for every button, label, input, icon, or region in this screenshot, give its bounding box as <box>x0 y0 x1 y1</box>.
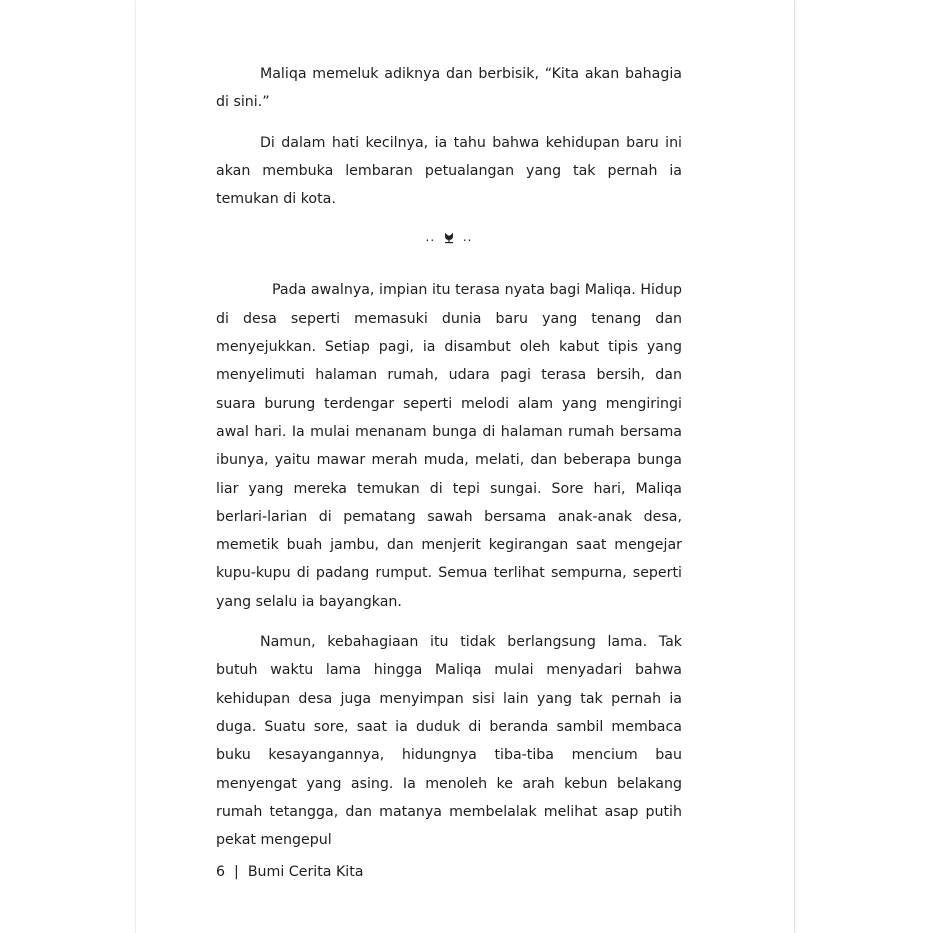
paragraph: Namun, kebahagiaan itu tidak berlangsung lama. Tak butuh waktu lama hingga Maliqa mulai menyadari bahwa kehidupan desa juga menyimpan sisi lain yang tak pernah ia duga. Suatu sore, saat ia duduk di beranda sambil membaca buku kesayangannya, hidungnya tiba-tiba mencium bau menyengat yang asing. Ia menoleh ke arah kebun belakang rumah tetangga, dan matanya membelalak melihat asap putih pekat mengepul <box>216 634 682 849</box>
divider-dots-left: .. <box>425 229 436 244</box>
paragraph: Pada awalnya, impian itu terasa nyata bagi Maliqa. Hidup di desa seperti memasuki dunia baru yang tenang dan menyejukkan. Setiap pagi, ia disambut oleh kabut tipis yang menyelimuti halaman rumah, udara pagi terasa bersih, dan suara burung terdengar seperti melodi alam yang mengiringi awal hari. Ia mulai menanam bunga di halaman rumah bersama ibunya, yaitu mawar merah muda, melati, dan beberapa bunga liar yang mereka temukan di tepi sungai. Sore hari, Maliqa berlari-larian di pematang sawah bersama anak-anak desa, memetik buah jambu, dan menjerit kegirangan saat mengejar kupu-kupu di padang rumput. Semua terlihat sempurna, seperti yang selalu ia bayangkan. <box>216 282 682 610</box>
paragraph: Di dalam hati kecilnya, ia tahu bahwa kehidupan baru ini akan membuka lembaran petualangan yang tak pernah ia temukan di kota. <box>216 134 682 208</box>
footer-separator: | <box>234 864 239 880</box>
page-number: 6 <box>216 864 226 880</box>
book-page <box>135 0 795 933</box>
page-footer <box>216 864 364 880</box>
divider-dots-right: .. <box>462 229 473 244</box>
book-title: Bumi Cerita Kita <box>247 864 364 880</box>
paragraph: Maliqa memeluk adiknya dan berbisik, “Kita akan bahagia di sini.” <box>216 66 682 111</box>
flower-ornament-icon <box>442 230 456 244</box>
section-divider <box>216 226 682 246</box>
page-body <box>216 60 682 854</box>
